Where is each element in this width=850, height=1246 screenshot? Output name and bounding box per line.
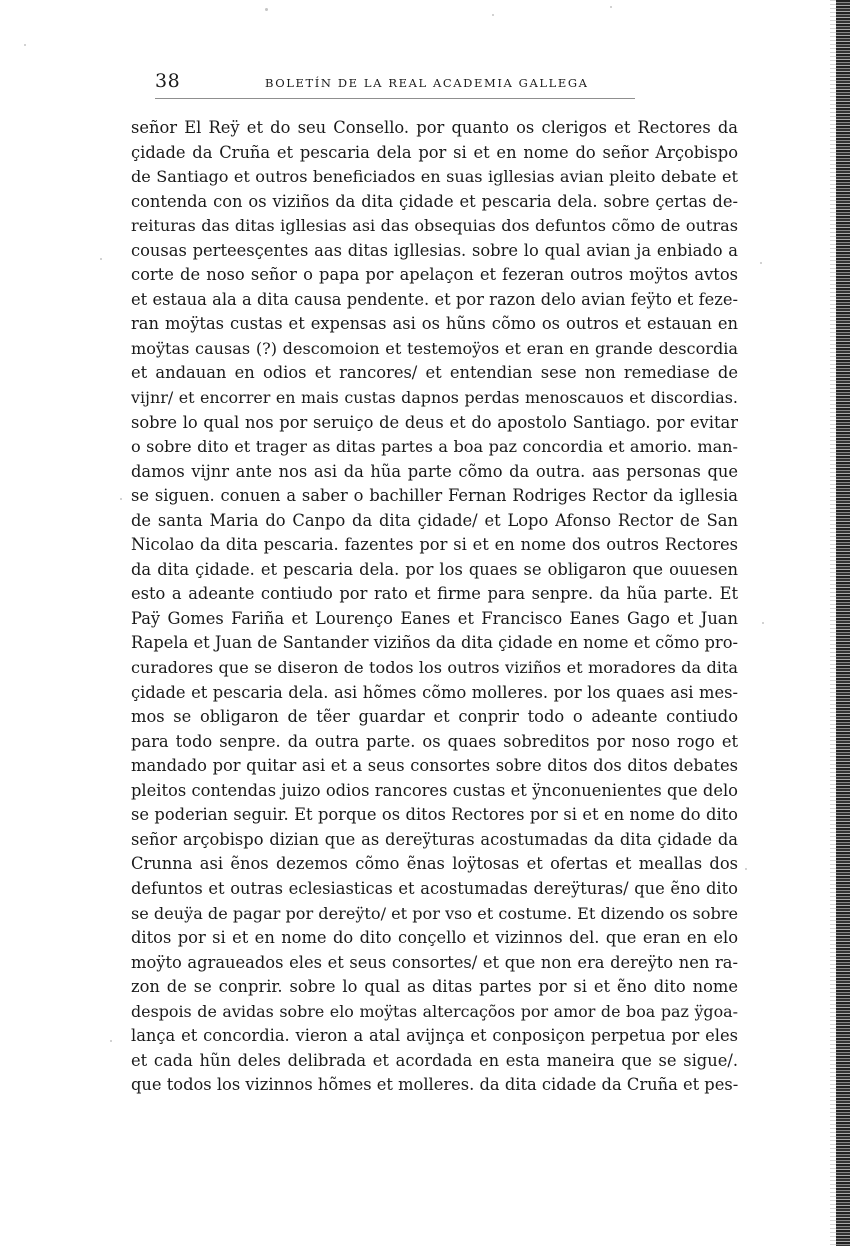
text-line: mos se obligaron de tẽer guardar et conprir todo o adeante contiudo [131, 707, 738, 727]
page-edge-binding [836, 0, 850, 1246]
text-line: cousas perteesçentes aas ditas igllesias. sobre lo qual avian ja enbiado a [131, 240, 738, 260]
text-line: corte de noso señor o papa por apelaçon et fezeran outros moÿtos avtos [131, 265, 738, 285]
text-line: çidade et pescaria dela. asi hõmes cõmo molleres. por los quaes asi mes- [131, 682, 738, 702]
scan-speckle [762, 622, 764, 624]
text-line: lança et concordia. vieron a atal avijnça et conposiçon perpetua por eles [131, 1026, 738, 1046]
text-line: curadores que se diseron de todos los outros viziños et moradores da dita [131, 658, 738, 678]
scan-speckle [760, 262, 762, 264]
text-line: ran moÿtas custas et expensas asi os hũns cõmo os outros et estauan en [131, 314, 738, 334]
text-line: Rapela et Juan de Santander viziños da dita çidade en nome et cõmo pro- [131, 633, 738, 653]
text-line: et andauan en odios et rancores/ et entendian sese non remediase de [131, 363, 738, 383]
text-line: et estaua ala a dita causa pendente. et por razon delo avian feÿto et feze- [131, 289, 738, 309]
text-line: despois de avidas sobre elo moÿtas altercaçõos por amor de boa paz ÿgoa- [131, 1001, 738, 1021]
scan-speckle [24, 44, 26, 46]
text-line: o sobre dito et trager as ditas partes a boa paz concordia et amorio. man- [131, 437, 738, 457]
text-line: Paÿ Gomes Fariña et Lourenço Eanes et Francisco Eanes Gago et Juan [131, 608, 738, 628]
scan-speckle [100, 258, 102, 260]
text-line: moÿtas causas (?) descomoion et testemoÿos et eran en grande descordia [131, 338, 738, 358]
text-line: señor El Reÿ et do seu Consello. por quanto os clerigos et Rectores da [131, 118, 738, 137]
text-line: ditos por si et en nome do dito conçello et vizinnos del. que eran en elo [131, 928, 738, 948]
text-line: se poderian seguir. Et porque os ditos Rectores por si et en nome do dito [131, 805, 738, 825]
text-line: que todos los vizinnos hõmes et molleres. da dita cidade da Cruña et pes- [131, 1075, 738, 1095]
scan-speckle [610, 6, 612, 8]
text-line: vijnr/ et encorrer en mais custas dapnos perdas menoscauos et discordias. [131, 388, 738, 408]
running-head: BOLETÍN DE LA REAL ACADEMIA GALLEGA [265, 76, 589, 90]
scan-speckle [745, 868, 747, 870]
text-line: se siguen. conuen a saber o bachiller Fernan Rodriges Rector da igllesia [131, 486, 738, 506]
text-line: da dita çidade. et pescaria dela. por los quaes se obligaron que ouuesen [131, 559, 738, 579]
scan-speckle [110, 1040, 112, 1042]
text-line: zon de se conprir. sobre lo qual as ditas partes por si et ẽno dito nome [131, 977, 738, 997]
text-line: reituras das ditas igllesias asi das obsequias dos defuntos cõmo de outras [131, 216, 738, 236]
page-header [155, 70, 645, 100]
text-line: de santa Maria do Canpo da dita çidade/ et Lopo Afonso Rector de San [131, 510, 738, 530]
body-text [131, 116, 738, 1098]
text-line: defuntos et outras eclesiasticas et acostumadas dereÿturas/ que ẽno dito [131, 878, 738, 898]
text-line: çidade da Cruña et pescaria dela por si et en nome do señor Arçobispo [131, 142, 738, 162]
text-line: se deuÿa de pagar por dereÿto/ et por vso et costume. Et dizendo os sobre [131, 903, 738, 923]
text-line: mandado por quitar asi et a seus consortes sobre ditos dos ditos debates [131, 756, 738, 776]
scan-speckle [265, 8, 268, 11]
text-line: contenda con os viziños da dita çidade et pescaria dela. sobre çertas de- [131, 191, 738, 211]
page-number: 38 [155, 70, 181, 92]
text-line: esto a adeante contiudo por rato et firme para senpre. da hũa parte. Et [131, 584, 738, 604]
text-line: de Santiago et outros beneficiados en suas igllesias avian pleito debate et [131, 167, 738, 187]
text-line: señor arçobispo dizian que as dereÿturas acostumadas da dita çidade da [131, 829, 738, 849]
scan-speckle [120, 498, 122, 500]
text-line: damos vijnr ante nos asi da hũa parte cõmo da outra. aas personas que [131, 461, 738, 481]
text-line: sobre lo qual nos por seruiço de deus et do apostolo Santiago. por evitar [131, 412, 738, 432]
text-line: Crunna asi ẽnos dezemos cõmo ẽnas loÿtosas et ofertas et meallas dos [131, 854, 738, 874]
text-line: para todo senpre. da outra parte. os quaes sobreditos por noso rogo et [131, 731, 738, 751]
text-line: et cada hũn deles delibrada et acordada en esta maneira que se sigue/. [131, 1050, 738, 1070]
text-line: pleitos contendas juizo odios rancores custas et ÿnconuenientes que delo [131, 780, 738, 800]
scan-speckle [492, 14, 494, 16]
text-line: moÿto agraueados eles et seus consortes/ et que non era dereÿto nen ra- [131, 952, 738, 972]
header-rule [155, 98, 635, 99]
text-line: Nicolao da dita pescaria. fazentes por si et en nome dos outros Rectores [131, 535, 738, 555]
